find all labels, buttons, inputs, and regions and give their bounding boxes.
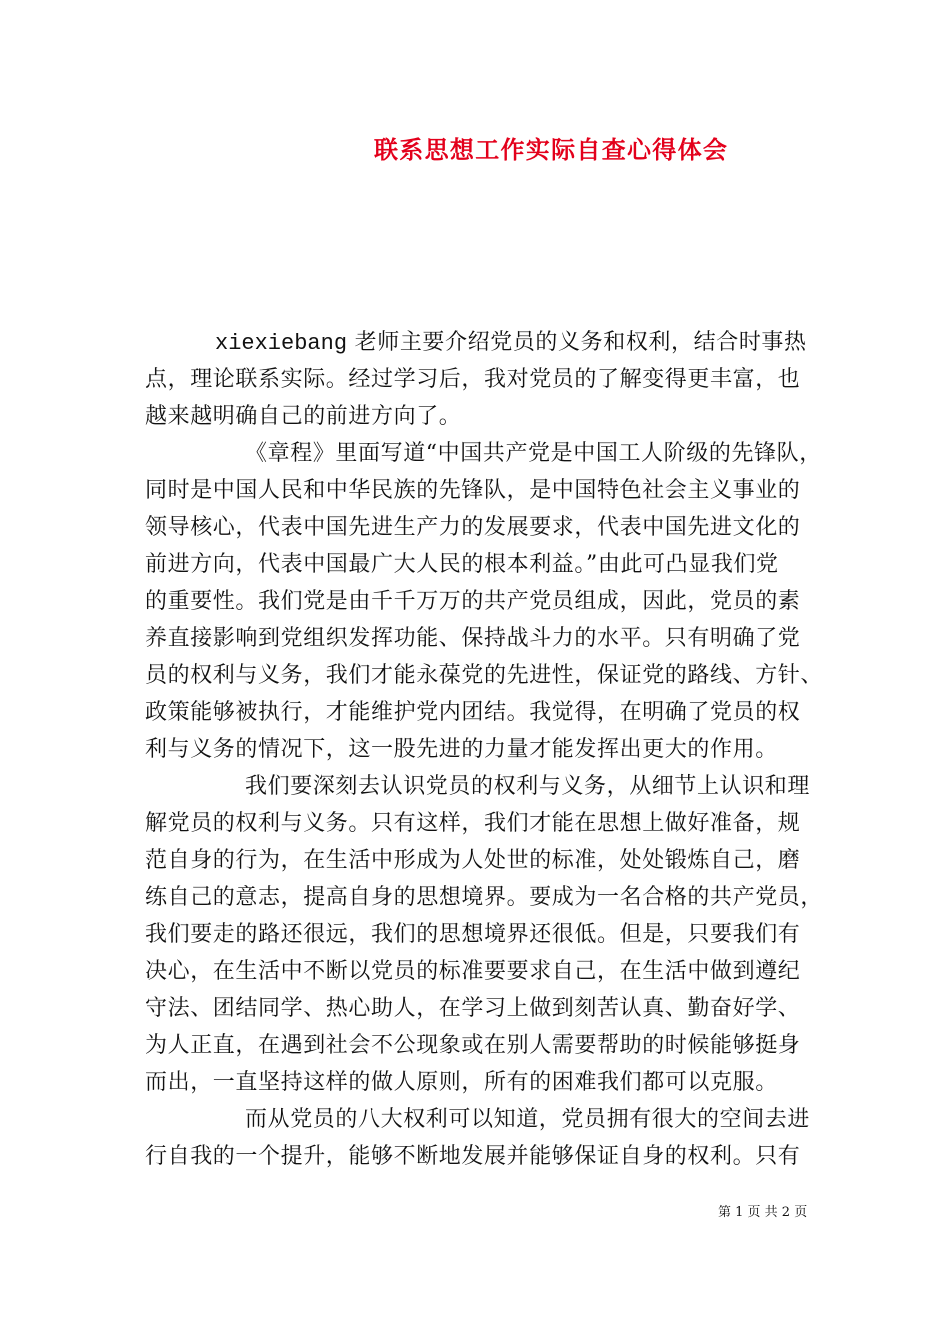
paragraph-line: 《章程》里面写道“中国共产党是中国工人阶级的先锋队， — [245, 441, 822, 466]
line-text: 老师主要介绍党员的义务和权利，结合时事热 — [347, 330, 807, 355]
paragraph-line: 我们要走的路还很远，我们的思想境界还很低。但是，只要我们有 — [145, 922, 801, 947]
document-title: 联系思想工作实际自查心得体会 — [374, 135, 729, 164]
paragraph-line: 政策能够被执行，才能维护党内团结。我觉得，在明确了党员的权 — [145, 700, 801, 725]
paragraph-line: 为人正直，在遇到社会不公现象或在别人需要帮助的时候能够挺身 — [145, 1033, 801, 1058]
paragraph-line: 同时是中国人民和中华民族的先锋队，是中国特色社会主义事业的 — [145, 478, 801, 503]
page-number-footer: 第 1 页 共 2 页 — [718, 1205, 808, 1220]
paragraph-2 — [145, 435, 835, 768]
paragraph-line: 员的权利与义务，我们才能永葆党的先进性，保证党的路线、方针、 — [145, 663, 824, 688]
paragraph-line: 越来越明确自己的前进方向了。 — [145, 404, 462, 429]
paragraph-line: 行自我的一个提升，能够不断地发展并能够保证自身的权利。只有 — [145, 1144, 801, 1169]
paragraph-line: 解党员的权利与义务。只有这样，我们才能在思想上做好准备，规 — [145, 811, 801, 836]
paragraph-line: 领导核心，代表中国先进生产力的发展要求，代表中国先进文化的 — [145, 515, 801, 540]
paragraph-line: 守法、团结同学、热心助人，在学习上做到刻苦认真、勤奋好学、 — [145, 996, 801, 1021]
paragraph-line: 的重要性。我们党是由千千万万的共产党员组成，因此，党员的素 — [145, 589, 801, 614]
paragraph-line: 而出，一直坚持这样的做人原则，所有的困难我们都可以克服。 — [145, 1070, 778, 1095]
paragraph-line — [145, 324, 835, 361]
paragraph-4 — [145, 1101, 835, 1175]
paragraph-1 — [145, 324, 835, 435]
paragraph-line: 养直接影响到党组织发挥功能、保持战斗力的水平。只有明确了党 — [145, 626, 801, 651]
paragraph-line: 前进方向，代表中国最广大人民的根本利益。”由此可凸显我们党 — [145, 552, 779, 577]
document-body — [145, 324, 835, 1175]
paragraph-line: 点，理论联系实际。经过学习后，我对党员的了解变得更丰富，也 — [145, 367, 801, 392]
paragraph-3 — [145, 768, 835, 1101]
paragraph-line: 我们要深刻去认识党员的权利与义务，从细节上认识和理 — [245, 774, 811, 799]
paragraph-line: 利与义务的情况下，这一股先进的力量才能发挥出更大的作用。 — [145, 737, 778, 762]
paragraph-line: 范自身的行为，在生活中形成为人处世的标准，处处锻炼自己，磨 — [145, 848, 801, 873]
paragraph-line: 练自己的意志，提高自身的思想境界。要成为一名合格的共产党员， — [145, 885, 824, 910]
paragraph-line: 而从党员的八大权利可以知道，党员拥有很大的空间去进 — [245, 1107, 811, 1132]
author-name: xiexiebang — [215, 331, 348, 356]
paragraph-line: 决心，在生活中不断以党员的标准要要求自己，在生活中做到遵纪 — [145, 959, 801, 984]
